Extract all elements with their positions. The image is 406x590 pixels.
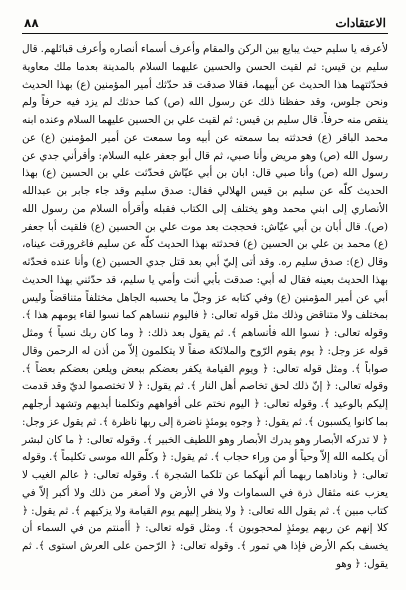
running-title: الاعتقادات	[335, 16, 386, 30]
body-paragraph: لأعرفه يا سليم حيث يبايع بين الركن والمقام وأعرف أسماء أنصاره وأعرف قبائلهم. قال سليم بن قيس: ثم لقيت الحسن والحسين عليهما السلام بالمدينة بعدما ملك معاوية فحدّثتهما هذا الحديث عن أبيهما، فقالا صدقت قد حدّثك أمير المؤمنين (ع) بهذا الحديث ونحن جلوس، وقد حفظنا ذلك عن رسول الله (ص) كما حدثك لم يزد فيه حرفاً ولم ينقص منه حرفاً. قال سليم بن قيس: ثم لقيت علي بن الحسين عليهما السلام وعنده ابنه محمد الباقر (ع) فحدثته بما سمعته عن أبيه وما سمعت عن أمير المؤمنين (ع) عن رسول الله (ص) وهو مريض وأنا صبي، ثم قال أبو جعفر عليه السلام: وأقرأني جدي عن رسول الله (ص) وأنا صبي قال: ابان بن أبي عيّاش فحدّثت علي بن الحسين (ع) بهذا الحديث كلّه عن سليم بن قيس الهلالي فقال: صدق سليم وقد جاء جابر بن عبدالله الأنصاري إلى ابني محمد وهو يختلف إلى الكتاب فقبله وأقرأه السلام من رسول الله (ص). قال أبان بن أبي عيّاش: فحججت بعد موت علي بن الحسين (ع) فلقيت أبا جعفر (ع) محمد بن علي بن الحسين (ع) فحدثته بهذا الحديث كلّه عن سليم فاغرورقت عيناه، وقال (ع): صدق سليم ره. وقد أتى إليّ أبي بعد قتل جدي الحسين (ع) وأنا عنده فحدّثه بهذا الحديث بعينه فقال له أبي: صدقت بأبي أنت وأمي يا سليم، قد حدّثني بهذا الحديث أبي عن أمير المؤمنين (ع) وفي كتابه عز وجلّ ما يحسبه الجاهل مختلفاً متناقضاً وليس بمختلف ولا متناقض وذلك مثل قوله تعالى: ﴿ فاليوم ننساهم كما نسوا لقاء يومهم هذا ﴾. وقوله تعالى: ﴿ نسوا الله فأنساهم ﴾. ثم يقول بعد ذلك: ﴿ وما كان ربك نسياً ﴾ ومثل قوله عز وجل: ﴿ يوم يقوم الرّوح والملائكة صفاً لا يتكلمون إلاّ من أذن له الرحمن وقال صواباً ﴾. ومثل قوله تعالى: ﴿ ويوم القيامة يكفر بعضكم ببعض ويلعن بعضكم بعضاً ﴾. وقوله تعالى: ﴿ إنّ ذلك لحق تخاصم أهل النار ﴾. ثم يقول: ﴿ لا تختصموا لديّ وقد قدمت إليكم بالوعيد ﴾. وقوله تعالى: ﴿ اليوم نختم على أفواههم وتكلمنا أيديهم وتشهد أرجلهم بما كانوا يكسبون ﴾. ثم يقول: ﴿ وجوه يومئذٍ ناضرة إلى ربها ناظرة ﴾. ثم يقول عز وجل: ﴿ لا تدركه الأبصار وهو يدرك الأبصار وهو اللطيف الخبير ﴾. وقوله تعالى: ﴿ ما كان لبشر أن يكلمه الله إلاّ وحياً أو من وراء حجاب ﴾. ثم يقول: ﴿ وكلّم الله موسى تكليماً ﴾. وقوله تعالى: ﴿ وناداهما ربهما ألم أنهكما عن تلكما الشجرة ﴾. وقوله تعالى: ﴿ عالم الغيب لا يعزب عنه مثقال ذرة في السماوات ولا في الأرض ولا أصغر من ذلك ولا أكبر إلاّ في كتاب مبين ﴾. ثم يقول الله تعالى: ﴿ ولا ينظر إليهم يوم القيامة ولا يزكيهم ﴾. ثم يقول: ﴿ كلا إنهم عن ربهم يومئذٍ لمحجوبون ﴾. ومثل قوله تعالى: ﴿ أأمنتم من في السماء أن يخسف بكم الأرض فإذا هي تمور ﴾. وقوله تعالى: ﴿ الرّحمن على العرش استوى ﴾. ثم يقول: ﴿ وهو	[22, 43, 388, 570]
page-number: ٨٨	[24, 16, 39, 30]
page-header	[22, 16, 388, 34]
page-body	[22, 41, 388, 574]
